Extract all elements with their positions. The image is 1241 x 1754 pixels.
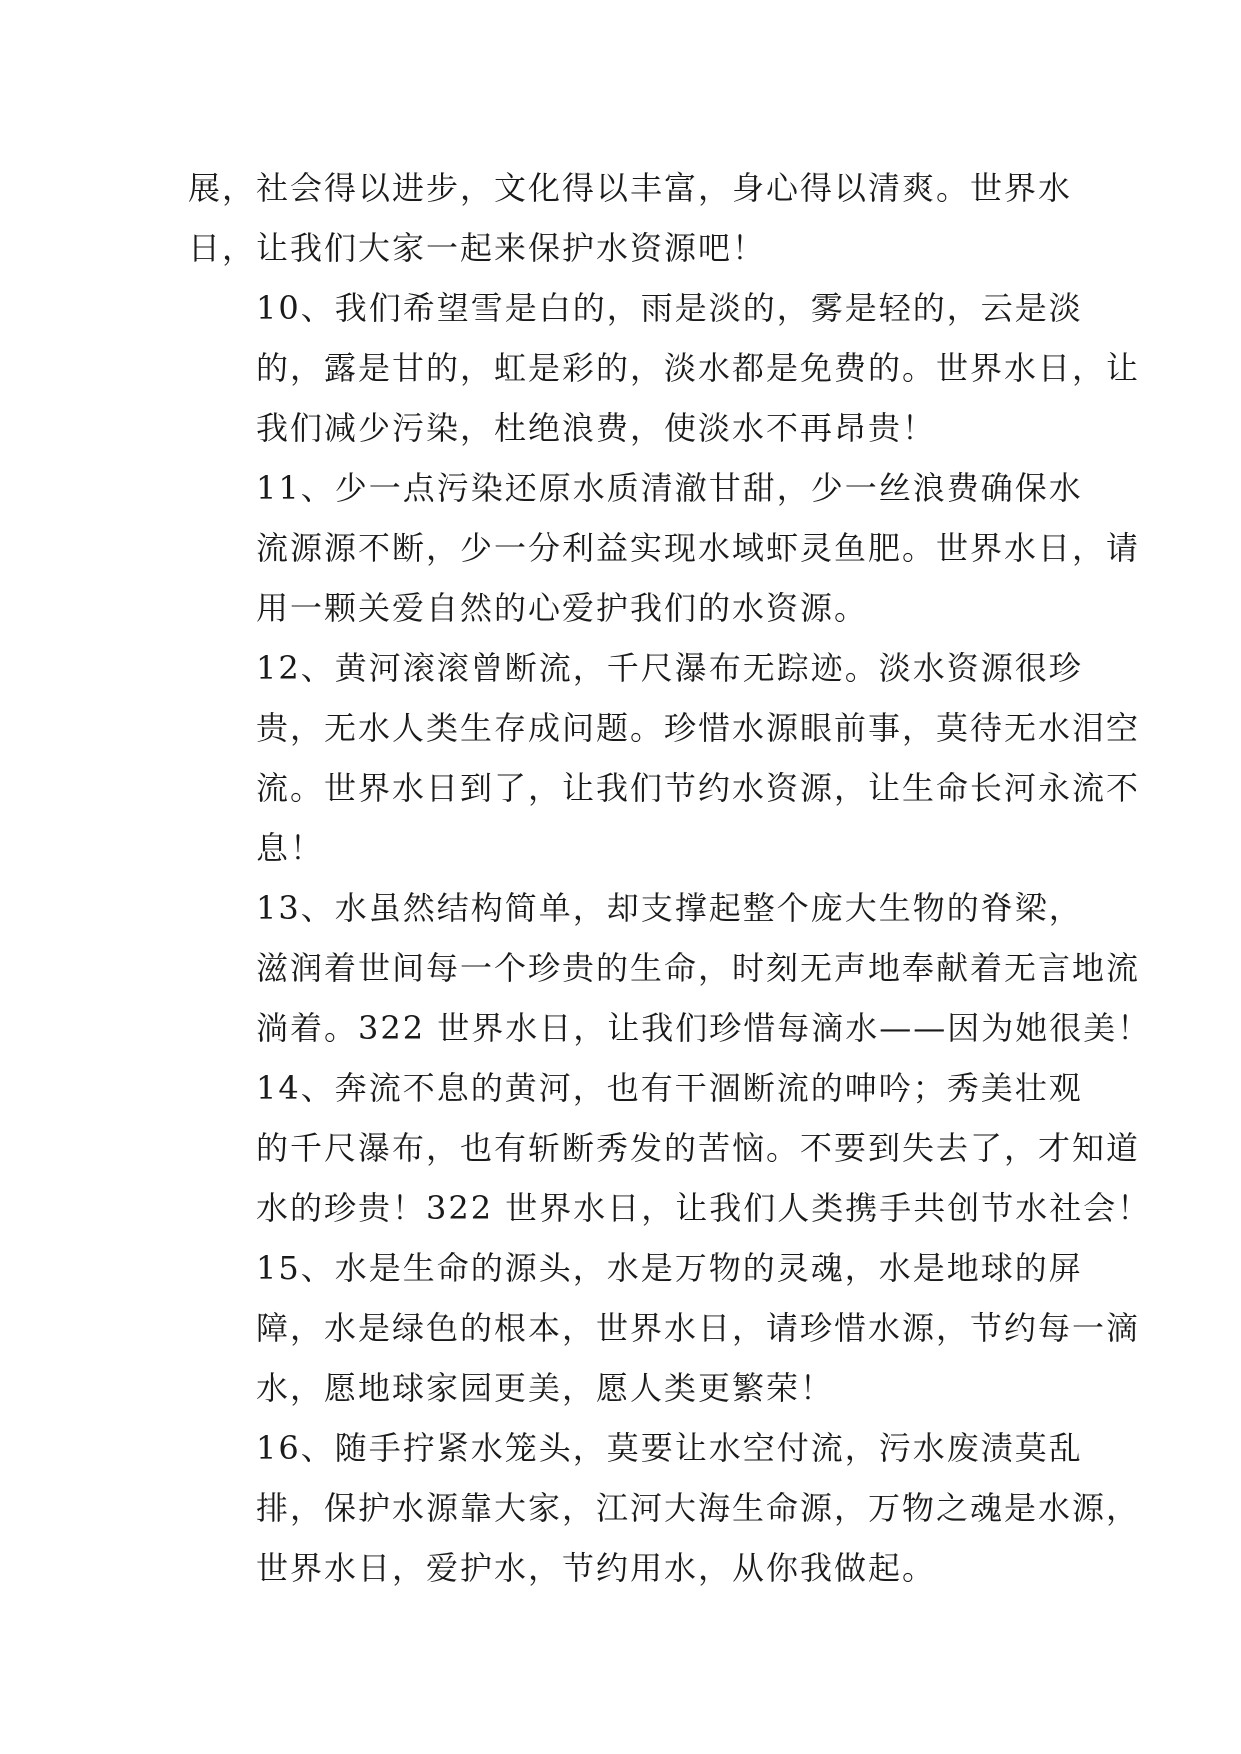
text-line: 展，社会得以进步，文化得以丰富，身心得以清爽。世界水 (188, 169, 1073, 207)
text-line: 的，露是甘的，虹是彩的，淡水都是免费的。世界水日，让 (256, 349, 1141, 387)
text-line: 14、奔流不息的黄河，也有干涸断流的呻吟；秀美壮观 (256, 1069, 1083, 1107)
text-line: 日，让我们大家一起来保护水资源吧！ (188, 229, 767, 267)
text-line: 息！ (256, 829, 325, 867)
text-line: 11、少一点污染还原水质清澈甘甜，少一丝浪费确保水 (256, 469, 1083, 507)
text-line: 的千尺瀑布，也有斩断秀发的苦恼。不要到失去了，才知道 (256, 1129, 1141, 1167)
text-line: 贵，无水人类生存成问题。珍惜水源眼前事，莫待无水泪空 (256, 709, 1141, 747)
text-line: 12、黄河滚滚曾断流，千尺瀑布无踪迹。淡水资源很珍 (256, 649, 1083, 687)
text-line: 16、随手拧紧水笼头，莫要让水空付流，污水废渍莫乱 (256, 1429, 1083, 1467)
text-line: 世界水日，爱护水，节约用水，从你我做起。 (256, 1549, 937, 1587)
paragraph-item-12 (188, 638, 1141, 878)
text-line: 流。世界水日到了，让我们节约水资源，让生命长河永流不 (256, 769, 1141, 807)
paragraph-continuation (188, 158, 1073, 278)
text-line: 水的珍贵！322 世界水日，让我们人类携手共创节水社会！ (256, 1189, 1152, 1227)
text-line: 滋润着世间每一个珍贵的生命，时刻无声地奉献着无言地流 (256, 949, 1141, 987)
paragraph-item-15 (188, 1238, 1141, 1418)
document-body (188, 158, 1152, 1598)
text-line: 用一颗关爱自然的心爱护我们的水资源。 (256, 589, 869, 627)
text-line: 15、水是生命的源头，水是万物的灵魂，水是地球的屏 (256, 1249, 1083, 1287)
text-line: 障，水是绿色的根本，世界水日，请珍惜水源，节约每一滴 (256, 1309, 1141, 1347)
paragraph-item-10 (188, 278, 1141, 458)
paragraph-item-13 (188, 878, 1152, 1058)
paragraph-item-11 (188, 458, 1141, 638)
text-line: 我们减少污染，杜绝浪费，使淡水不再昂贵！ (256, 409, 937, 447)
text-line: 淌着。322 世界水日，让我们珍惜每滴水——因为她很美！ (256, 1009, 1152, 1047)
text-line: 流源源不断，少一分利益实现水域虾灵鱼肥。世界水日，请 (256, 529, 1141, 567)
paragraph-item-16 (188, 1418, 1141, 1598)
text-line: 水，愿地球家园更美，愿人类更繁荣！ (256, 1369, 835, 1407)
text-line: 10、我们希望雪是白的，雨是淡的，雾是轻的，云是淡 (256, 289, 1083, 327)
text-line: 13、水虽然结构简单，却支撑起整个庞大生物的脊梁， (256, 889, 1083, 927)
paragraph-item-14 (188, 1058, 1152, 1238)
text-line: 排，保护水源靠大家，江河大海生命源，万物之魂是水源， (256, 1489, 1141, 1527)
